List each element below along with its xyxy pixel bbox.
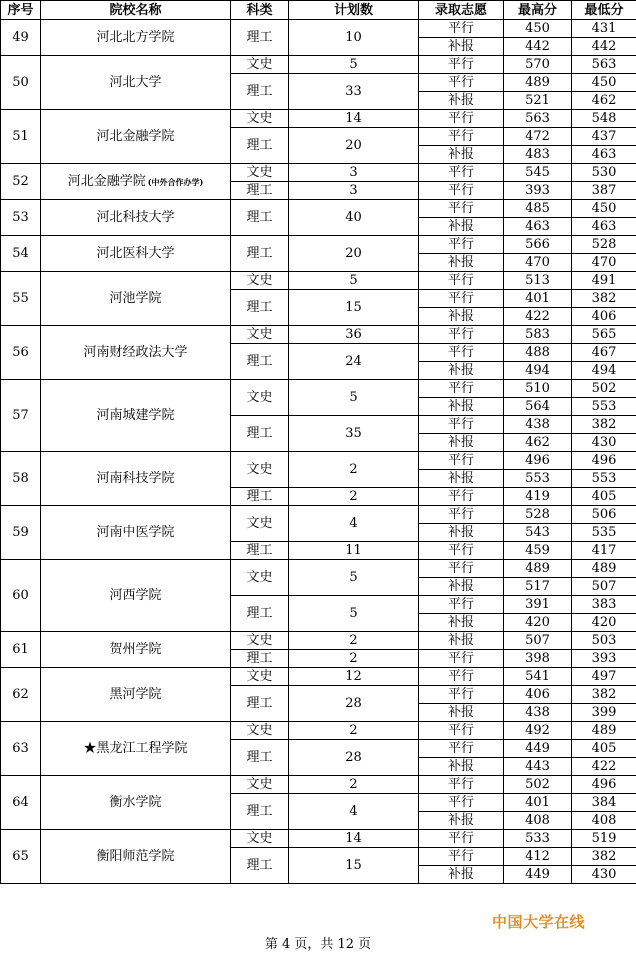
min-score-cell: 506 bbox=[572, 506, 636, 524]
school-name bbox=[41, 830, 231, 884]
min-score-cell: 491 bbox=[572, 272, 636, 290]
school-name-text: 衡水学院 bbox=[109, 795, 162, 810]
category-cell: 文史 bbox=[231, 380, 289, 416]
max-score-cell: 391 bbox=[504, 596, 572, 614]
school-name-text: 河南科技学院 bbox=[96, 471, 175, 486]
header-max-score: 最高分 bbox=[504, 1, 572, 20]
category-cell: 文史 bbox=[231, 506, 289, 542]
preference-cell: 平行 bbox=[419, 452, 504, 470]
category-cell: 理工 bbox=[231, 20, 289, 56]
max-score-cell: 553 bbox=[504, 470, 572, 488]
school-number: 62 bbox=[1, 668, 41, 722]
school-name bbox=[41, 20, 231, 56]
plan-count-cell: 2 bbox=[289, 488, 419, 506]
min-score-cell: 393 bbox=[572, 650, 636, 668]
min-score-cell: 463 bbox=[572, 218, 636, 236]
min-score-cell: 563 bbox=[572, 56, 636, 74]
max-score-cell: 472 bbox=[504, 128, 572, 146]
max-score-cell: 419 bbox=[504, 488, 572, 506]
school-name-text: 衡阳师范学院 bbox=[96, 849, 175, 864]
plan-count-cell: 5 bbox=[289, 596, 419, 632]
category-cell: 文史 bbox=[231, 110, 289, 128]
min-score-cell: 442 bbox=[572, 38, 636, 56]
preference-cell: 补报 bbox=[419, 38, 504, 56]
plan-count-cell: 3 bbox=[289, 182, 419, 200]
header-no: 序号 bbox=[1, 1, 41, 20]
preference-cell: 平行 bbox=[419, 326, 504, 344]
min-score-cell: 405 bbox=[572, 488, 636, 506]
max-score-cell: 541 bbox=[504, 668, 572, 686]
preference-cell: 平行 bbox=[419, 848, 504, 866]
category-cell: 文史 bbox=[231, 452, 289, 488]
plan-count-cell: 5 bbox=[289, 560, 419, 596]
max-score-cell: 494 bbox=[504, 362, 572, 380]
school-number: 55 bbox=[1, 272, 41, 326]
max-score-cell: 406 bbox=[504, 686, 572, 704]
max-score-cell: 401 bbox=[504, 290, 572, 308]
preference-cell: 补报 bbox=[419, 398, 504, 416]
plan-count-cell: 14 bbox=[289, 110, 419, 128]
min-score-cell: 450 bbox=[572, 74, 636, 92]
min-score-cell: 565 bbox=[572, 326, 636, 344]
category-cell: 理工 bbox=[231, 182, 289, 200]
max-score-cell: 408 bbox=[504, 812, 572, 830]
school-name bbox=[41, 380, 231, 452]
preference-cell: 补报 bbox=[419, 758, 504, 776]
min-score-cell: 406 bbox=[572, 308, 636, 326]
plan-count-cell: 10 bbox=[289, 20, 419, 56]
school-name bbox=[41, 326, 231, 380]
school-name-text: 黑河学院 bbox=[109, 687, 162, 702]
max-score-cell: 462 bbox=[504, 434, 572, 452]
min-score-cell: 399 bbox=[572, 704, 636, 722]
preference-cell: 补报 bbox=[419, 614, 504, 632]
table-row bbox=[1, 452, 636, 470]
header-school-name: 院校名称 bbox=[41, 1, 231, 20]
preference-cell: 补报 bbox=[419, 632, 504, 650]
min-score-cell: 489 bbox=[572, 722, 636, 740]
school-number: 52 bbox=[1, 164, 41, 200]
max-score-cell: 449 bbox=[504, 740, 572, 758]
preference-cell: 平行 bbox=[419, 344, 504, 362]
min-score-cell: 519 bbox=[572, 830, 636, 848]
school-name bbox=[41, 560, 231, 632]
plan-count-cell: 4 bbox=[289, 506, 419, 542]
school-number: 61 bbox=[1, 632, 41, 668]
plan-count-cell: 2 bbox=[289, 776, 419, 794]
max-score-cell: 496 bbox=[504, 452, 572, 470]
school-number: 53 bbox=[1, 200, 41, 236]
table-row bbox=[1, 110, 636, 128]
preference-cell: 平行 bbox=[419, 668, 504, 686]
max-score-cell: 502 bbox=[504, 776, 572, 794]
school-name-text: 河南城建学院 bbox=[96, 408, 175, 423]
school-number: 59 bbox=[1, 506, 41, 560]
school-name bbox=[41, 452, 231, 506]
table-row bbox=[1, 506, 636, 524]
min-score-cell: 489 bbox=[572, 560, 636, 578]
plan-count-cell: 4 bbox=[289, 794, 419, 830]
min-score-cell: 467 bbox=[572, 344, 636, 362]
preference-cell: 平行 bbox=[419, 560, 504, 578]
min-score-cell: 431 bbox=[572, 20, 636, 38]
max-score-cell: 393 bbox=[504, 182, 572, 200]
table-body bbox=[1, 20, 636, 884]
plan-count-cell: 2 bbox=[289, 632, 419, 650]
max-score-cell: 459 bbox=[504, 542, 572, 560]
plan-count-cell: 28 bbox=[289, 686, 419, 722]
school-number: 63 bbox=[1, 722, 41, 776]
header-preference: 录取志愿 bbox=[419, 1, 504, 20]
min-score-cell: 462 bbox=[572, 92, 636, 110]
school-number: 49 bbox=[1, 20, 41, 56]
school-number: 58 bbox=[1, 452, 41, 506]
max-score-cell: 545 bbox=[504, 164, 572, 182]
school-name-text: 河北科技大学 bbox=[96, 210, 175, 225]
max-score-cell: 485 bbox=[504, 200, 572, 218]
plan-count-cell: 36 bbox=[289, 326, 419, 344]
category-cell: 文史 bbox=[231, 722, 289, 740]
max-score-cell: 543 bbox=[504, 524, 572, 542]
min-score-cell: 470 bbox=[572, 254, 636, 272]
category-cell: 理工 bbox=[231, 740, 289, 776]
preference-cell: 平行 bbox=[419, 56, 504, 74]
min-score-cell: 420 bbox=[572, 614, 636, 632]
preference-cell: 补报 bbox=[419, 254, 504, 272]
school-name-text: ★黑龙江工程学院 bbox=[83, 741, 188, 756]
min-score-cell: 450 bbox=[572, 200, 636, 218]
school-name bbox=[41, 776, 231, 830]
max-score-cell: 513 bbox=[504, 272, 572, 290]
min-score-cell: 548 bbox=[572, 110, 636, 128]
max-score-cell: 489 bbox=[504, 74, 572, 92]
preference-cell: 补报 bbox=[419, 92, 504, 110]
preference-cell: 平行 bbox=[419, 740, 504, 758]
max-score-cell: 521 bbox=[504, 92, 572, 110]
max-score-cell: 570 bbox=[504, 56, 572, 74]
watermark-logo: 中国大学在线 bbox=[492, 913, 586, 931]
school-name bbox=[41, 668, 231, 722]
max-score-cell: 489 bbox=[504, 560, 572, 578]
min-score-cell: 430 bbox=[572, 866, 636, 884]
category-cell: 理工 bbox=[231, 686, 289, 722]
school-name-text: 河南财经政法大学 bbox=[83, 345, 188, 360]
table-row bbox=[1, 830, 636, 848]
category-cell: 理工 bbox=[231, 416, 289, 452]
preference-cell: 补报 bbox=[419, 308, 504, 326]
min-score-cell: 553 bbox=[572, 398, 636, 416]
preference-cell: 补报 bbox=[419, 362, 504, 380]
school-name bbox=[41, 56, 231, 110]
max-score-cell: 510 bbox=[504, 380, 572, 398]
max-score-cell: 470 bbox=[504, 254, 572, 272]
header-row bbox=[1, 1, 636, 20]
category-cell: 理工 bbox=[231, 236, 289, 272]
category-cell: 理工 bbox=[231, 290, 289, 326]
preference-cell: 平行 bbox=[419, 236, 504, 254]
category-cell: 理工 bbox=[231, 488, 289, 506]
min-score-cell: 405 bbox=[572, 740, 636, 758]
plan-count-cell: 24 bbox=[289, 344, 419, 380]
min-score-cell: 553 bbox=[572, 470, 636, 488]
max-score-cell: 438 bbox=[504, 704, 572, 722]
category-cell: 理工 bbox=[231, 650, 289, 668]
min-score-cell: 528 bbox=[572, 236, 636, 254]
plan-count-cell: 11 bbox=[289, 542, 419, 560]
table-row bbox=[1, 272, 636, 290]
preference-cell: 补报 bbox=[419, 218, 504, 236]
max-score-cell: 564 bbox=[504, 398, 572, 416]
max-score-cell: 422 bbox=[504, 308, 572, 326]
preference-cell: 平行 bbox=[419, 776, 504, 794]
table-row bbox=[1, 56, 636, 74]
min-score-cell: 422 bbox=[572, 758, 636, 776]
max-score-cell: 412 bbox=[504, 848, 572, 866]
school-name-text: 河西学院 bbox=[109, 588, 162, 603]
plan-count-cell: 28 bbox=[289, 740, 419, 776]
min-score-cell: 430 bbox=[572, 434, 636, 452]
school-name bbox=[41, 722, 231, 776]
school-name bbox=[41, 110, 231, 164]
min-score-cell: 496 bbox=[572, 452, 636, 470]
max-score-cell: 488 bbox=[504, 344, 572, 362]
min-score-cell: 503 bbox=[572, 632, 636, 650]
preference-cell: 补报 bbox=[419, 812, 504, 830]
plan-count-cell: 33 bbox=[289, 74, 419, 110]
min-score-cell: 502 bbox=[572, 380, 636, 398]
preference-cell: 平行 bbox=[419, 794, 504, 812]
category-cell: 文史 bbox=[231, 560, 289, 596]
school-name-text: 贺州学院 bbox=[109, 642, 162, 657]
table-row bbox=[1, 668, 636, 686]
category-cell: 文史 bbox=[231, 830, 289, 848]
category-cell: 文史 bbox=[231, 272, 289, 290]
category-cell: 文史 bbox=[231, 776, 289, 794]
min-score-cell: 382 bbox=[572, 848, 636, 866]
category-cell: 理工 bbox=[231, 596, 289, 632]
school-number: 51 bbox=[1, 110, 41, 164]
preference-cell: 补报 bbox=[419, 704, 504, 722]
min-score-cell: 497 bbox=[572, 668, 636, 686]
preference-cell: 平行 bbox=[419, 290, 504, 308]
table-row bbox=[1, 632, 636, 650]
preference-cell: 平行 bbox=[419, 650, 504, 668]
category-cell: 理工 bbox=[231, 344, 289, 380]
preference-cell: 平行 bbox=[419, 110, 504, 128]
table-row bbox=[1, 200, 636, 218]
school-number: 57 bbox=[1, 380, 41, 452]
school-name bbox=[41, 272, 231, 326]
category-cell: 理工 bbox=[231, 794, 289, 830]
plan-count-cell: 14 bbox=[289, 830, 419, 848]
plan-count-cell: 2 bbox=[289, 452, 419, 488]
table-row bbox=[1, 20, 636, 38]
table-row bbox=[1, 380, 636, 398]
school-name bbox=[41, 632, 231, 668]
max-score-cell: 528 bbox=[504, 506, 572, 524]
plan-count-cell: 15 bbox=[289, 848, 419, 884]
max-score-cell: 442 bbox=[504, 38, 572, 56]
preference-cell: 补报 bbox=[419, 524, 504, 542]
school-name-text: 河北医科大学 bbox=[96, 246, 175, 261]
category-cell: 理工 bbox=[231, 542, 289, 560]
max-score-cell: 401 bbox=[504, 794, 572, 812]
preference-cell: 补报 bbox=[419, 578, 504, 596]
min-score-cell: 387 bbox=[572, 182, 636, 200]
preference-cell: 平行 bbox=[419, 722, 504, 740]
preference-cell: 补报 bbox=[419, 470, 504, 488]
school-number: 64 bbox=[1, 776, 41, 830]
max-score-cell: 507 bbox=[504, 632, 572, 650]
max-score-cell: 450 bbox=[504, 20, 572, 38]
min-score-cell: 382 bbox=[572, 686, 636, 704]
preference-cell: 平行 bbox=[419, 200, 504, 218]
plan-count-cell: 2 bbox=[289, 650, 419, 668]
school-name-text: 河池学院 bbox=[109, 291, 162, 306]
header-min-score: 最低分 bbox=[572, 1, 636, 20]
table-row bbox=[1, 236, 636, 254]
plan-count-cell: 5 bbox=[289, 380, 419, 416]
max-score-cell: 533 bbox=[504, 830, 572, 848]
preference-cell: 补报 bbox=[419, 866, 504, 884]
plan-count-cell: 12 bbox=[289, 668, 419, 686]
school-number: 65 bbox=[1, 830, 41, 884]
school-name-text: 河北北方学院 bbox=[96, 30, 175, 45]
min-score-cell: 535 bbox=[572, 524, 636, 542]
page-number: 第 4 页，共 12 页 bbox=[264, 937, 372, 952]
min-score-cell: 496 bbox=[572, 776, 636, 794]
plan-count-cell: 3 bbox=[289, 164, 419, 182]
plan-count-cell: 5 bbox=[289, 56, 419, 74]
school-number: 54 bbox=[1, 236, 41, 272]
preference-cell: 平行 bbox=[419, 20, 504, 38]
category-cell: 理工 bbox=[231, 74, 289, 110]
min-score-cell: 384 bbox=[572, 794, 636, 812]
min-score-cell: 383 bbox=[572, 596, 636, 614]
plan-count-cell: 40 bbox=[289, 200, 419, 236]
school-name bbox=[41, 200, 231, 236]
max-score-cell: 483 bbox=[504, 146, 572, 164]
table-row bbox=[1, 164, 636, 182]
table-row bbox=[1, 560, 636, 578]
plan-count-cell: 35 bbox=[289, 416, 419, 452]
preference-cell: 平行 bbox=[419, 272, 504, 290]
min-score-cell: 530 bbox=[572, 164, 636, 182]
plan-count-cell: 20 bbox=[289, 236, 419, 272]
preference-cell: 平行 bbox=[419, 416, 504, 434]
table-row bbox=[1, 722, 636, 740]
school-number: 56 bbox=[1, 326, 41, 380]
table-row bbox=[1, 326, 636, 344]
category-cell: 文史 bbox=[231, 164, 289, 182]
preference-cell: 平行 bbox=[419, 182, 504, 200]
school-name-text: 河北金融学院 bbox=[96, 129, 175, 144]
header-category: 科类 bbox=[231, 1, 289, 20]
max-score-cell: 398 bbox=[504, 650, 572, 668]
table-row bbox=[1, 776, 636, 794]
category-cell: 理工 bbox=[231, 128, 289, 164]
plan-count-cell: 5 bbox=[289, 272, 419, 290]
max-score-cell: 449 bbox=[504, 866, 572, 884]
max-score-cell: 583 bbox=[504, 326, 572, 344]
preference-cell: 平行 bbox=[419, 74, 504, 92]
max-score-cell: 563 bbox=[504, 110, 572, 128]
school-name bbox=[41, 506, 231, 560]
min-score-cell: 494 bbox=[572, 362, 636, 380]
preference-cell: 平行 bbox=[419, 830, 504, 848]
school-number: 60 bbox=[1, 560, 41, 632]
preference-cell: 平行 bbox=[419, 506, 504, 524]
school-number: 50 bbox=[1, 56, 41, 110]
preference-cell: 平行 bbox=[419, 164, 504, 182]
school-name-text: 河北金融学院 bbox=[67, 174, 146, 189]
preference-cell: 平行 bbox=[419, 488, 504, 506]
preference-cell: 平行 bbox=[419, 128, 504, 146]
preference-cell: 平行 bbox=[419, 596, 504, 614]
max-score-cell: 566 bbox=[504, 236, 572, 254]
min-score-cell: 382 bbox=[572, 416, 636, 434]
category-cell: 理工 bbox=[231, 200, 289, 236]
min-score-cell: 408 bbox=[572, 812, 636, 830]
min-score-cell: 382 bbox=[572, 290, 636, 308]
preference-cell: 平行 bbox=[419, 542, 504, 560]
preference-cell: 平行 bbox=[419, 380, 504, 398]
min-score-cell: 417 bbox=[572, 542, 636, 560]
min-score-cell: 507 bbox=[572, 578, 636, 596]
max-score-cell: 463 bbox=[504, 218, 572, 236]
category-cell: 文史 bbox=[231, 326, 289, 344]
plan-count-cell: 2 bbox=[289, 722, 419, 740]
school-name bbox=[41, 236, 231, 272]
category-cell: 文史 bbox=[231, 632, 289, 650]
school-name-text: 河北大学 bbox=[109, 75, 162, 90]
max-score-cell: 438 bbox=[504, 416, 572, 434]
category-cell: 理工 bbox=[231, 848, 289, 884]
category-cell: 文史 bbox=[231, 56, 289, 74]
min-score-cell: 463 bbox=[572, 146, 636, 164]
max-score-cell: 492 bbox=[504, 722, 572, 740]
preference-cell: 平行 bbox=[419, 686, 504, 704]
preference-cell: 补报 bbox=[419, 434, 504, 452]
min-score-cell: 437 bbox=[572, 128, 636, 146]
school-name bbox=[41, 164, 231, 200]
max-score-cell: 517 bbox=[504, 578, 572, 596]
plan-count-cell: 15 bbox=[289, 290, 419, 326]
plan-count-cell: 20 bbox=[289, 128, 419, 164]
school-name-note: (中外合作办学) bbox=[147, 177, 204, 187]
header-plan: 计划数 bbox=[289, 1, 419, 20]
school-name-text: 河南中医学院 bbox=[96, 525, 175, 540]
max-score-cell: 420 bbox=[504, 614, 572, 632]
max-score-cell: 443 bbox=[504, 758, 572, 776]
category-cell: 文史 bbox=[231, 668, 289, 686]
preference-cell: 补报 bbox=[419, 146, 504, 164]
